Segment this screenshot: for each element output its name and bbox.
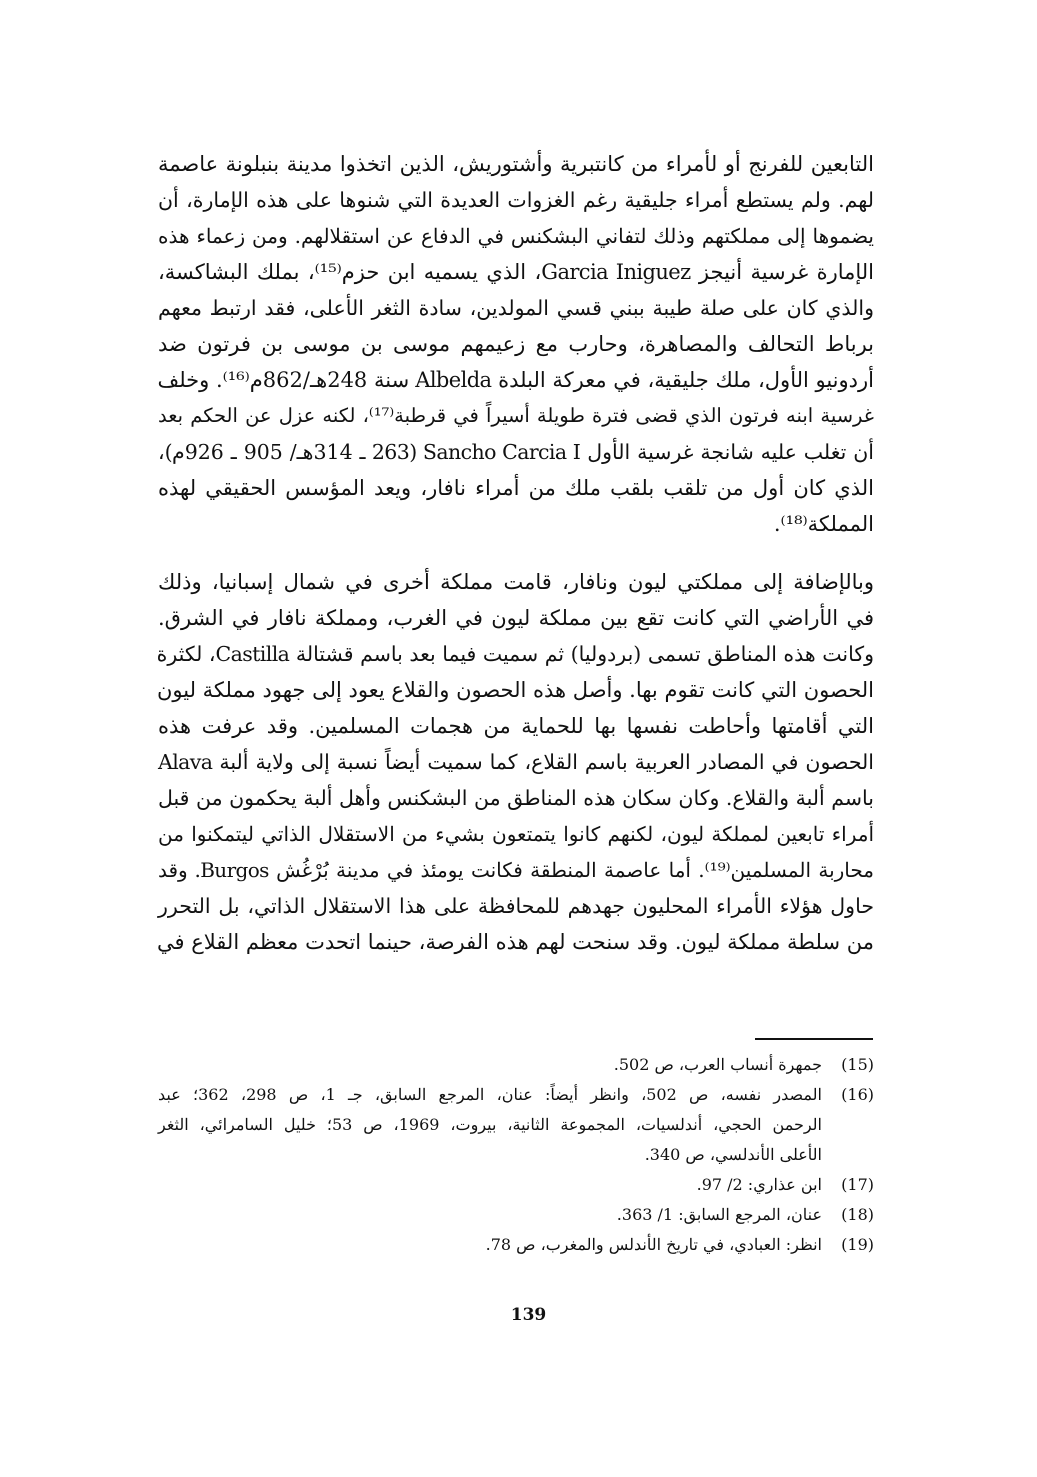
footnote-text: الأعلى الأندلسي، ص 340. — [644, 1145, 822, 1164]
text-line: حاول هؤلاء الأمراء المحليون جهدهم للمحافظة على هذا الاستقلال الذاتي، بل التحرر — [158, 894, 874, 918]
text-line: الذي كان أول من تلقب بلقب ملك من أمراء نافار، ويعد المؤسس الحقيقي لهذه — [158, 476, 874, 500]
text-line: وكانت هذه المناطق تسمى (بردوليا) ثم سميت فيما بعد باسم قشتالة Castilla، لكثرة — [156, 642, 874, 666]
text-line: الحصون في المصادر العربية باسم القلاع، كما سميت أيضاً نسبة إلى ولاية ألبة Alava — [158, 750, 874, 774]
footnote — [158, 1050, 874, 1080]
footnote-number: (15) — [841, 1055, 874, 1074]
paragraph-1 — [158, 146, 874, 542]
footnote — [158, 1170, 874, 1200]
page-number: 139 — [510, 1305, 547, 1325]
paragraph-2 — [158, 564, 874, 960]
text-line: المملكة⁽¹⁸⁾. — [773, 512, 874, 536]
text-line: والذي كان على صلة طيبة ببني قسي المولدين، سادة الثغر الأعلى، فقد ارتبط معهم — [158, 296, 874, 320]
text-line: التي أقامتها وأحاطت نفسها بها للحماية من هجمات المسلمين. وقد عرفت هذه — [158, 714, 874, 738]
text-line: التابعين للفرنج أو لأمراء من كانتبرية وأشتوريش، الذين اتخذوا مدينة بنبلونة عاصمة — [158, 152, 874, 176]
footnote-text: المصدر نفسه، ص 502، وانظر أيضاً: عنان، المرجع السابق، جـ 1، ص 298، 362؛ عبد — [158, 1085, 822, 1104]
footnote-number: (18) — [841, 1205, 874, 1224]
text-line: برباط التحالف والمصاهرة، وحارب مع زعيمهم موسى بن موسى بن فرتون ضد — [158, 332, 874, 356]
footnote-text: الرحمن الحجي، أندلسيات، المجموعة الثانية، بيروت، 1969، ص 53؛ خليل السامرائي، الثغر — [158, 1115, 823, 1134]
footnotes — [158, 1050, 874, 1260]
text-line: من سلطة مملكة ليون. وقد سنحت لهم هذه الفرصة، حينما اتحدت معظم القلاع في — [157, 930, 874, 954]
footnote-number: (17) — [841, 1175, 874, 1194]
text-line: الإمارة غرسية أنيجز Garcia Iniguez، الذي يسميه ابن حزم⁽¹⁵⁾، بملك البشاكسة، — [158, 260, 874, 284]
text-line: الحصون التي كانت تقوم بها. وأصل هذه الحصون والقلاع يعود إلى جهود مملكة ليون — [156, 678, 874, 702]
paragraph-gap — [158, 542, 874, 564]
text-line: لهم. ولم يستطع أمراء جليقية رغم الغزوات العديدة التي شنوها على هذه الإمارة، أن — [158, 188, 874, 212]
footnote-number: (19) — [841, 1235, 874, 1254]
text-line: أردونيو الأول، ملك جليقية، في معركة البلدة Albelda سنة 248هـ/862م⁽¹⁶⁾. وخلف — [157, 368, 874, 392]
footnote-text: ابن عذاري: 2/ 97. — [696, 1175, 822, 1194]
text-line: غرسية ابنه فرتون الذي قضى فترة طويلة أسيراً في قرطبة⁽¹⁷⁾، لكنه عزل عن الحكم بعد — [158, 404, 874, 427]
text-line: في الأراضي التي كانت تقع بين مملكة ليون في الغرب، ومملكة نافار في الشرق. — [158, 606, 874, 630]
footnote-text: جمهرة أنساب العرب، ص 502. — [613, 1055, 822, 1074]
text-line: وبالإضافة إلى مملكتي ليون ونافار، قامت مملكة أخرى في شمال إسبانيا، وذلك — [158, 570, 874, 594]
footnote-number: (16) — [841, 1085, 874, 1104]
text-line: أمراء تابعين لمملكة ليون، لكنهم كانوا يتمتعون بشيء من الاستقلال الذاتي ليتمكنوا من — [158, 822, 874, 846]
main-text — [158, 146, 874, 960]
footnote-text: انظر: العبادي، في تاريخ الأندلس والمغرب، ص 78. — [485, 1235, 822, 1254]
text-line: باسم ألبة والقلاع. وكان سكان هذه المناطق من البشكنس وأهل ألبة يحكمون من قبل — [157, 786, 874, 810]
footnote — [158, 1200, 874, 1230]
text-line: أن تغلب عليه شانجة غرسية الأول Sancho Carcia I (263 ـ 314هـ/ 905 ـ 926م)، — [158, 440, 874, 464]
text-line: محاربة المسلمين⁽¹⁹⁾. أما عاصمة المنطقة فكانت يومئذ في مدينة بُرْغُش Burgos. وقد — [158, 858, 875, 882]
footnote — [158, 1080, 874, 1170]
footnote — [158, 1230, 874, 1260]
footnote-text: عنان، المرجع السابق: 1/ 363. — [616, 1205, 822, 1224]
text-line: يضموها إلى مملكتهم وذلك لتفاني البشكنس في الدفاع عن استقلالهم. ومن زعماء هذه — [158, 224, 874, 248]
footnote-separator — [755, 1038, 873, 1040]
